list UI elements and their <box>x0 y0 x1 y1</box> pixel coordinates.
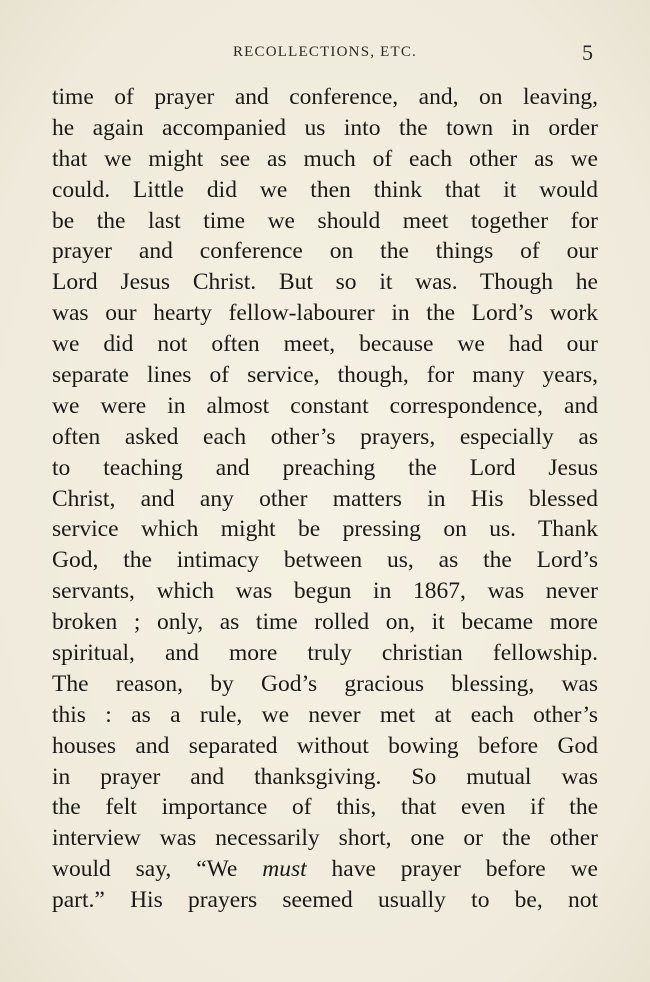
body-text <box>52 82 598 916</box>
text-line: that we might see as much of each other as we <box>52 145 598 172</box>
text-line: could. Little did we then think that it would <box>52 176 598 203</box>
text-line: service which might be pressing on us. Thank <box>52 516 598 543</box>
text-line <box>52 854 598 885</box>
text-line: separate lines of service, though, for many years, <box>52 362 598 389</box>
page-number: 5 <box>582 40 593 65</box>
text-line: God, the intimacy between us, as the Lord’s <box>52 547 598 574</box>
text-line: servants, which was begun in 1867, was never <box>52 578 598 605</box>
text-line: be the last time we should meet together for <box>52 207 598 234</box>
text-line: The reason, by God’s gracious blessing, was <box>52 670 598 697</box>
text-line: houses and separated without bowing before God <box>52 732 598 759</box>
text-line: Christ, and any other matters in His blessed <box>52 485 598 512</box>
emphasized-word: must <box>262 856 307 883</box>
text-line: interview was necessarily short, one or the other <box>52 825 598 852</box>
text-span: have prayer before we <box>306 856 598 883</box>
text-span: would say, “We <box>52 856 263 883</box>
text-line: Lord Jesus Christ. But so it was. Though he <box>52 269 598 296</box>
text-line: he again accompanied us into the town in order <box>52 114 598 141</box>
running-head: RECOLLECTIONS, ETC. <box>232 44 418 60</box>
text-line: part.” His prayers seemed usually to be, not <box>52 887 598 914</box>
text-line: this : as a rule, we never met at each other’s <box>52 701 598 728</box>
text-line: spiritual, and more truly christian fellowship. <box>52 640 598 667</box>
text-line: in prayer and thanksgiving. So mutual was <box>52 763 598 790</box>
text-line: prayer and conference on the things of our <box>52 238 598 265</box>
text-line: we did not often meet, because we had our <box>52 331 598 358</box>
text-line: time of prayer and conference, and, on leaving, <box>52 84 598 110</box>
text-line: often asked each other’s prayers, especially as <box>52 423 598 450</box>
text-line: the felt importance of this, that even if the <box>52 794 598 821</box>
text-line: we were in almost constant correspondence, and <box>52 392 598 419</box>
text-line: broken ; only, as time rolled on, it became more <box>52 609 598 636</box>
text-line: was our hearty fellow-labourer in the Lord’s work <box>52 300 598 327</box>
text-line: to teaching and preaching the Lord Jesus <box>52 454 598 481</box>
